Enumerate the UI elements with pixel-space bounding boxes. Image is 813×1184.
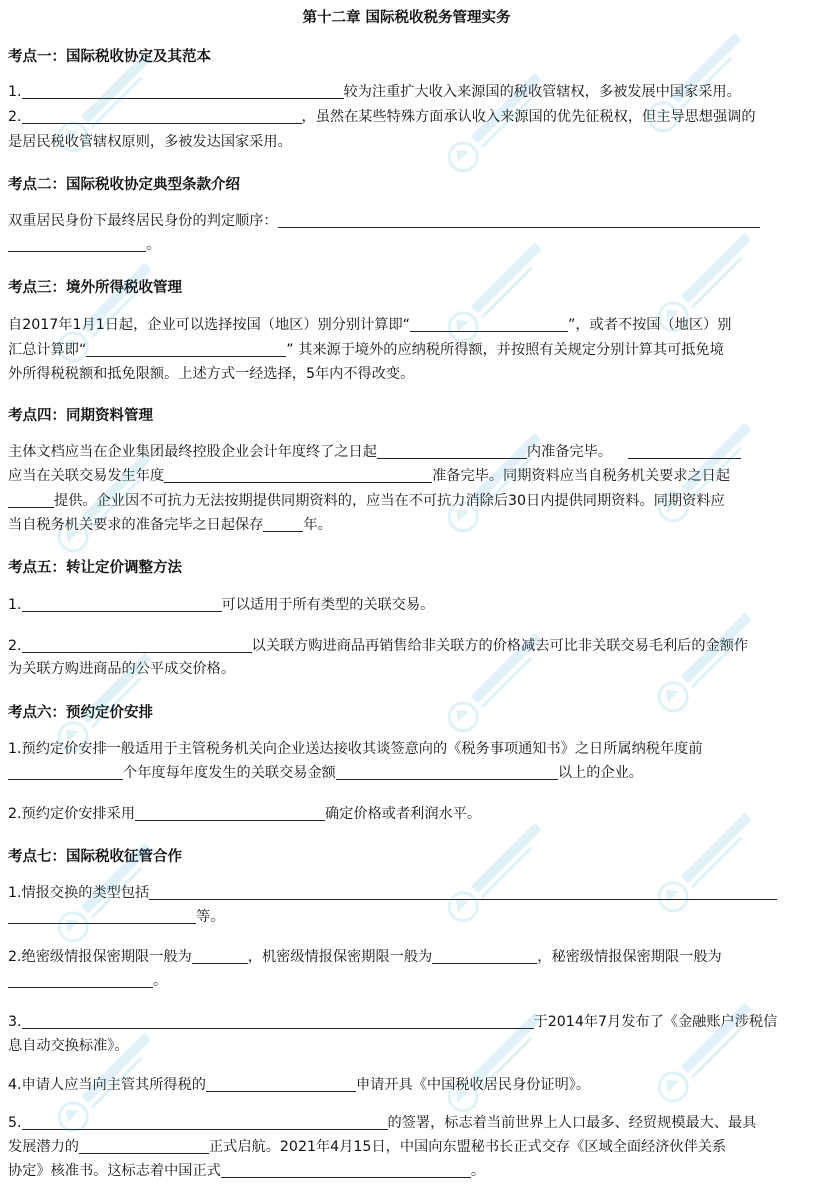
answer-blank[interactable] [22,597,222,612]
answer-blank[interactable] [192,949,248,964]
section-heading-5: 考点五：转让定价调整方法 [8,560,182,576]
watermark-logo [420,420,570,554]
answer-blank[interactable] [22,1115,388,1130]
answer-blank[interactable] [22,638,252,653]
answer-blank[interactable] [628,444,741,459]
answer-blank[interactable] [22,84,344,99]
answer-blank[interactable] [221,1163,471,1178]
question-line: 外所得税税额和抵免限额。上述方式一经选择，5年内不得改变。 [8,366,415,382]
question-line: 1. 可以适用于所有类型的关联交易。 [8,597,435,613]
question-line: 汇总计算即“ ” 其来源于境外的应纳税所得额，并按照有关规定分别计算其可抵免境 [8,342,724,358]
answer-blank[interactable] [278,213,760,228]
question-line: 2.预约定价安排采用 确定价格或者利润水平。 [8,806,482,822]
question-line: 。 [8,972,167,990]
answer-blank[interactable] [432,949,537,964]
question-line: 协定》核准书。这标志着中国正式 。 [8,1163,486,1179]
answer-blank[interactable] [135,806,325,821]
answer-blank[interactable] [8,493,54,508]
section-heading-6: 考点六：预约定价安排 [8,705,153,721]
question-line: 自2017年1月1日起，企业可以选择按国（地区）别分别计算即“ ”，或者不按国（地区）别 [8,317,732,333]
section-heading-1: 考点一：国际税收协定及其范本 [8,49,211,65]
question-line: 等。 [8,908,224,926]
watermark-logo [420,60,570,194]
watermark-logo [630,800,780,934]
watermark-logo [630,990,780,1124]
question-line: 当自税务机关要求的准备完毕之日起保存 年。 [8,517,332,533]
question-line: 是居民税收管辖权原则，多被发达国家采用。 [8,134,292,150]
question-line: 双重居民身份下最终居民身份的判定顺序： [8,212,760,230]
answer-blank[interactable] [336,765,558,780]
question-line: 1. 较为注重扩大收入来源国的税收管辖权，多被发展中国家采用。 [8,84,741,100]
section-heading-2: 考点二：国际税收协定典型条款介绍 [8,177,240,193]
question-line: 5. 的签署，标志着当前世界上人口最多、经贸规模最大、最具 [8,1115,757,1131]
answer-blank[interactable] [410,317,568,332]
answer-blank[interactable] [377,444,527,459]
section-heading-4: 考点四：同期资料管理 [8,408,153,424]
answer-blank[interactable] [206,1077,356,1092]
page-title: 第十二章 国际税收税务管理实务 [302,10,511,26]
answer-blank[interactable] [86,342,286,357]
question-line: 为关联方购进商品的公平成交价格。 [8,661,236,677]
question-line: 。 [8,236,160,254]
section-heading-7: 考点七：国际税收征管合作 [8,849,182,865]
answer-blank[interactable] [8,973,153,988]
answer-blank[interactable] [164,468,432,483]
watermark-logo [630,600,780,734]
answer-blank[interactable] [8,909,196,924]
question-line: 1.情报交换的类型包括 [8,884,777,902]
question-line: 2. 以关联方购进商品再销售给非关联方的价格减去可比非关联交易毛利后的金额作 [8,638,749,654]
answer-blank[interactable] [79,1139,209,1154]
answer-blank[interactable] [149,885,777,900]
question-line: 1.预约定价安排一般适用于主管税务机关向企业送达接收其谈签意向的《税务事项通知书》之日所属纳税年度前 [8,741,703,757]
question-line: 2.绝密级情报保密期限一般为 ，机密级情报保密期限一般为 ，秘密级情报保密期限一般为 [8,949,722,965]
answer-blank[interactable] [8,237,146,252]
question-line: 3. 于2014年7月发布了《金融账户涉税信 [8,1014,778,1030]
answer-blank[interactable] [22,109,302,124]
question-line: 4.申请人应当向主管其所得税的 申请开具《中国税收居民身份证明》。 [8,1077,591,1093]
question-line: 提供。企业因不可抗力无法按期提供同期资料的，应当在不可抗力消除后30日内提供同期资料。同期资料应 [8,492,725,510]
answer-blank[interactable] [22,1014,534,1029]
question-line: 主体文档应当在企业集团最终控股企业会计年度终了之日起 内准备完毕。 [8,443,741,461]
answer-blank[interactable] [8,765,123,780]
question-line: 2. ，虽然在某些特殊方面承认收入来源国的优先征税权，但主导思想强调的 [8,109,756,125]
question-line: 息自动交换标准》。 [8,1038,129,1054]
question-line: 发展潜力的 正式启航。2021年4月15日，中国向东盟秘书长正式交存《区域全面经济伙伴关系 [8,1139,727,1155]
question-line: 个年度每年度发生的关联交易金额 以上的企业。 [8,764,643,782]
section-heading-3: 考点三：境外所得税收管理 [8,280,182,296]
question-line: 应当在关联交易发生年度 准备完毕。同期资料应当自税务机关要求之日起 [8,468,731,484]
watermark-logo [420,810,570,944]
answer-blank[interactable] [263,517,303,532]
